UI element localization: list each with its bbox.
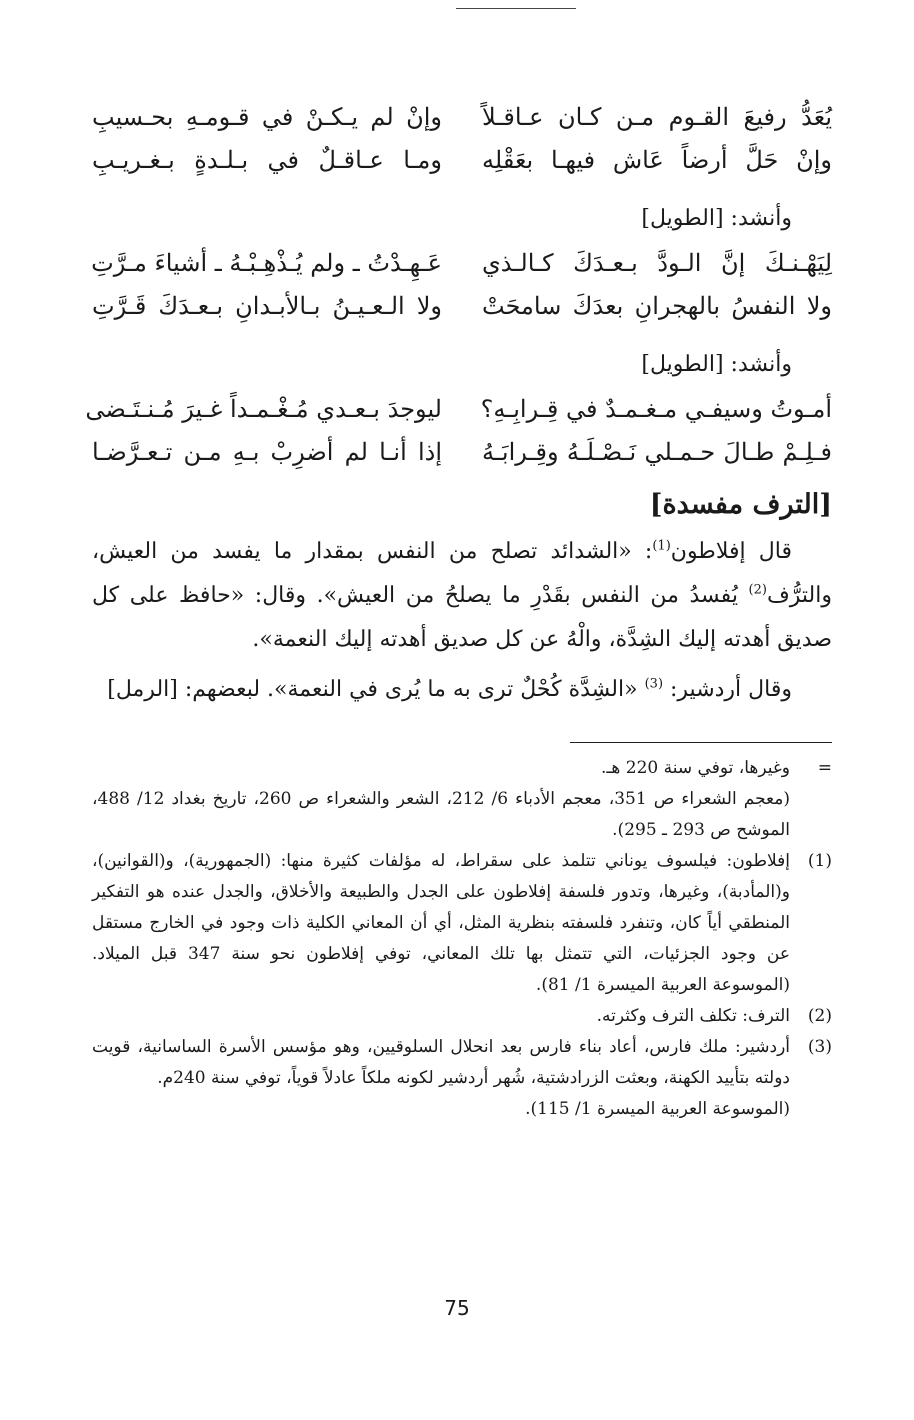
- poem-intro: وأنشد: [الطويل]: [641, 206, 792, 231]
- verse-line: [92, 430, 832, 473]
- second-hemistich: عَـهِـدْتُ ـ ولم يُـذْهِـبْـهُ ـ أشياءَ مـرَّتِ: [91, 248, 442, 277]
- second-hemistich: إذا أنـا لم أضرِبْ بـهِ مـن تـعـرَّضـا: [92, 437, 442, 466]
- first-hemistich: وإنْ حَلَّ أرضاً عَاش فيهـا بعَقْلِه: [482, 145, 832, 174]
- poem-block: [92, 95, 832, 181]
- first-hemistich: فـلِـمْ طـالَ حـمـلي نَـصْـلَـهُ وقِـرابَـهُ: [482, 437, 832, 466]
- verse-line: [92, 241, 832, 284]
- second-hemistich: ليوجدَ بـعـدي مُـغْـمـداً غـيرَ مُـنـتَـضى: [85, 394, 442, 423]
- paragraph-text: : «الشدائد تصلح من النفس بمقدار ما يفسد من العيش، والترُّف: [92, 539, 832, 608]
- footnote-number: (2): [807, 1006, 832, 1026]
- second-hemistich: وإنْ لم يـكـنْ في قـومـهِ بحـسيبِ: [92, 102, 442, 131]
- page-body: [85, 95, 832, 1125]
- body-paragraph: [92, 668, 832, 712]
- verse-line: [92, 138, 832, 181]
- verse-line: [85, 387, 832, 430]
- footnote-reference: (الموسوعة العربية الميسرة 1/ 115).: [525, 1099, 790, 1119]
- poem-intro: وأنشد: [الطويل]: [641, 352, 792, 377]
- verse-line: [92, 95, 832, 138]
- footnote-text: وغيرها، توفي سنة 220 هـ.: [601, 758, 790, 778]
- footnote-continuation: [92, 753, 832, 784]
- footnote-text: إفلاطون: فيلسوف يوناني تتلمذ على سقراط، له مؤلفات كثيرة منها: (الجمهورية)، و(القوانين)، و(المأدبة)، وغيرها، وتدور فلسفة إفلاطون على الجدل والطبيعة والأخلاق، والجدل عنده هو التفكير المنطقي أياً كان، وتنفرد فلسفته بنظرية المثل، أي أن المعاني الكلية ذات وجود في الخارج مستقل عن وجود الجزئيات، التي تتمثل بها تلك المعاني، توفي إفلاطون نحو سنة 347 قبل الميلاد. (الموسوعة العربية الميسرة 1/ 81).: [92, 851, 790, 995]
- section-heading: [الترف مفسدة]: [649, 489, 832, 520]
- second-hemistich: ومـا عـاقـلٌ في بـلـدةٍ بـغـريـبِ: [92, 145, 442, 174]
- second-hemistich: ولا الـعـيـنُ بـالأبـدانِ بـعـدَكَ قَـرَّتِ: [92, 291, 442, 320]
- first-hemistich: ولا النفسُ بالهجرانِ بعدَكَ سامحَتْ: [482, 291, 832, 320]
- footnote-text: أردشير: ملك فارس، أعاد بناء فارس بعد انحلال السلوقيين، وهو مؤسس الأسرة الساسانية، قويت دولته بتأييد الكهنة، وبعثت الزرادشتية، شُهر أردشير لكونه ملكاً عادلاً قوياً، توفي سنة 240م.: [92, 1037, 790, 1088]
- footnote-item: [92, 1001, 832, 1032]
- footnote-number: (1): [807, 851, 832, 871]
- first-hemistich: يُعَدُّ رفيعَ القـوم مـن كـان عـاقـلاً: [482, 102, 832, 131]
- footnote-item: [92, 846, 832, 1001]
- paragraph-text: يُفسدُ من النفس بقَدْرِ ما يصلحُ من العيش». وقال: «حافظ على كل صديق أهدته إليك الشِدَّة، والْهُ عن كل صديق أهدته إليك النعمة».: [92, 583, 832, 652]
- first-hemistich: لِيَهْـنـكَ إنَّ الـودَّ بـعـدَكَ كـالـذي: [482, 248, 832, 277]
- footnotes: [92, 753, 832, 1125]
- poem-block: [92, 197, 832, 327]
- paragraph-text: «الشِدَّة كُحْلٌ ترى به ما يُرى في النعمة». لبعضهم: [الرمل]: [107, 677, 645, 702]
- footnote-reference: (معجم الشعراء ص 351، معجم الأدباء 6/ 212، الشعر والشعراء ص 260، تاريخ بغداد 12/ 488، الموشح ص 293 ـ 295).: [92, 789, 790, 840]
- paragraph-text: قال إفلاطون: [670, 539, 792, 564]
- footnote-separator: [570, 742, 832, 743]
- first-hemistich: أمـوتُ وسيفـي مـغـمـدٌ في قِـرابِـهِ؟: [480, 394, 832, 423]
- body-paragraph: [92, 530, 832, 662]
- footnote-item: [92, 1032, 832, 1094]
- page-number: 75: [444, 1296, 470, 1320]
- top-rule: [456, 8, 576, 9]
- continuation-marker: =: [817, 758, 832, 778]
- footnote-number: (3): [807, 1037, 832, 1057]
- poem-block: [85, 343, 832, 473]
- verse-line: [92, 284, 832, 327]
- footnote-ref: (3): [644, 676, 664, 692]
- footnote-text: الترف: تكلف الترف وكثرته.: [596, 1006, 790, 1026]
- footnote-ref: (1): [652, 538, 671, 554]
- paragraph-text: وقال أردشير:: [663, 677, 792, 702]
- footnote-ref: (2): [748, 582, 767, 598]
